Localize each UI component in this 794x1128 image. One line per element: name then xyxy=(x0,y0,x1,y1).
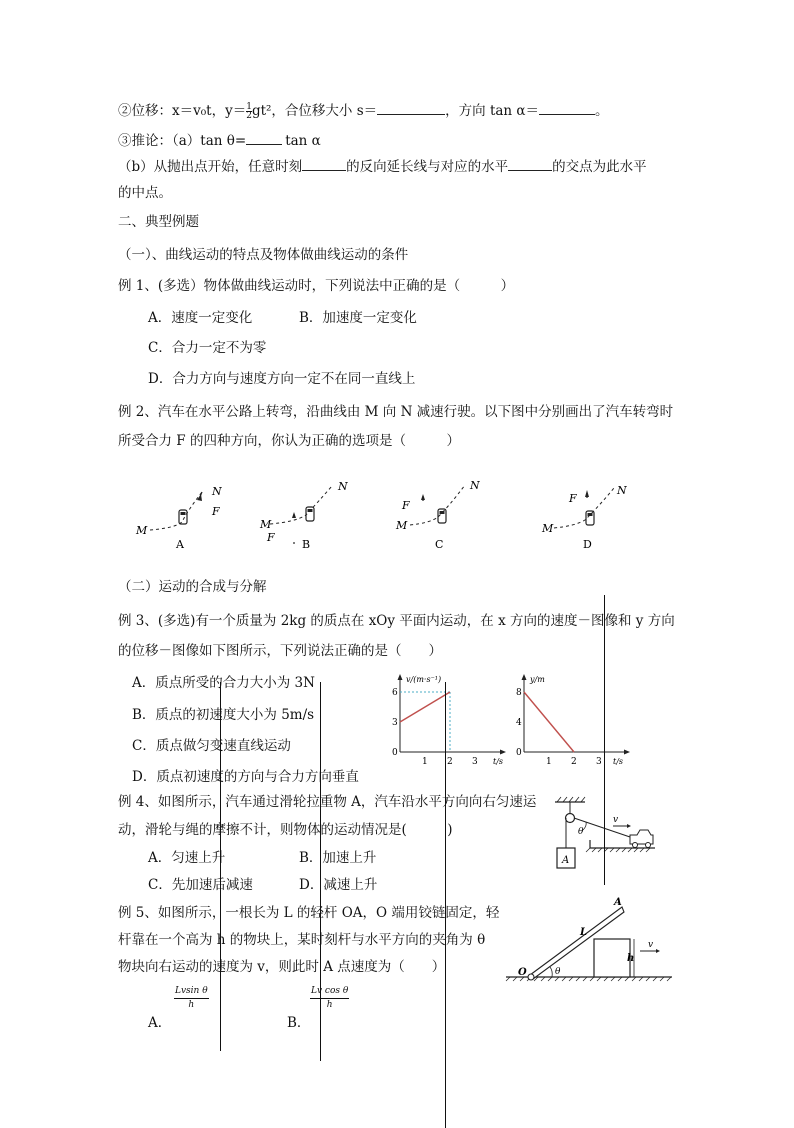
inference-line xyxy=(118,131,321,150)
ex4-stem2: 动，滑轮与绳的摩擦不计，则物体的运动情况是( ) xyxy=(118,822,453,838)
fraction-denominator: h xyxy=(326,1000,333,1010)
fraction-denominator: h xyxy=(188,1000,195,1010)
y-tick-0: 0 xyxy=(392,748,398,758)
theta-label: θ xyxy=(578,827,584,837)
y-tick-4: 4 xyxy=(516,718,522,728)
figure-c[interactable] xyxy=(395,479,480,551)
ex3-option-d[interactable]: D．质点初速度的方向与合力方向垂直 xyxy=(132,769,359,785)
vertical-rule-2 xyxy=(320,682,321,1061)
ex1-option-a[interactable]: A．速度一定变化 xyxy=(148,310,253,326)
inference-b3: 的交点为此水平 xyxy=(552,159,647,175)
ex1-option-c[interactable]: C．合力一定不为零 xyxy=(148,340,267,356)
label-m: M xyxy=(136,524,148,537)
y-tick-0: 0 xyxy=(516,748,522,758)
length-l-label: L xyxy=(580,927,588,938)
x-axis-label: t/s xyxy=(613,757,624,766)
x-tick-2: 2 xyxy=(447,757,453,767)
vertical-rule-1 xyxy=(220,682,221,1051)
displacement-mid: gt²，合位移大小 s＝ xyxy=(251,103,378,119)
ex5-option-a-fraction[interactable] xyxy=(174,985,209,1012)
ex3-option-a[interactable]: A．质点所受的合力大小为 3N xyxy=(132,675,315,691)
rod-block-figure xyxy=(500,895,680,990)
x-tick-1: 1 xyxy=(422,757,428,767)
blank-inference-b1[interactable] xyxy=(302,157,346,171)
ex3-stem2: 的位移－图像如下图所示，下列说法正确的是（ ） xyxy=(118,643,442,659)
point-o-label: O xyxy=(518,967,527,978)
velocity-label: v xyxy=(613,815,619,825)
y-tick-3: 3 xyxy=(392,718,398,728)
inference-b1: （b）从抛出点开始，任意时刻 xyxy=(118,159,303,175)
figure-b[interactable] xyxy=(259,480,348,551)
displacement-series-line xyxy=(524,692,574,752)
ex5-stem3: 物块向右运动的速度为 v，则此时 A 点速度为（ ） xyxy=(118,959,446,975)
label-f: F xyxy=(212,505,220,518)
x-tick-2: 2 xyxy=(571,757,577,767)
section2-title: 二、典型例题 xyxy=(118,214,199,230)
car-icon xyxy=(630,830,653,844)
label-m: M xyxy=(260,518,272,531)
ex3-option-b[interactable]: B．质点的初速度大小为 5m/s xyxy=(132,707,315,723)
ex4-option-d[interactable]: D．减速上升 xyxy=(299,877,378,893)
inference-b-line xyxy=(118,157,647,176)
velocity-time-graph xyxy=(378,672,508,772)
label-f: F xyxy=(267,531,275,544)
x-tick-3: 3 xyxy=(596,757,602,767)
choice-label-b: B xyxy=(302,538,311,551)
blank-inference-a[interactable] xyxy=(246,131,282,145)
x-tick-3: 3 xyxy=(472,757,478,767)
displacement-dir: ，方向 tan α＝ xyxy=(445,103,540,119)
ex1-option-d[interactable]: D．合力方向与速度方向一定不在同一直线上 xyxy=(148,371,416,387)
inference-a: ③推论：（a）tan θ= xyxy=(118,133,247,149)
ex2-stem2: 所受合力 F 的四种方向，你认为正确的选项是（ ） xyxy=(118,433,460,449)
fraction-numerator: Lv cos θ xyxy=(310,985,349,999)
ex5-stem2: 杆靠在一个高为 h 的物块上，某时刻杆与水平方向的夹角为 θ xyxy=(118,932,486,948)
ex4-option-c[interactable]: C．先加速后减速 xyxy=(148,877,253,893)
pulley xyxy=(566,814,575,823)
ex4-stem1: 例 4、如图所示，汽车通过滑轮拉重物 A，汽车沿水平方向向右匀速运 xyxy=(118,794,537,810)
figure-d[interactable] xyxy=(541,484,627,551)
choice-label-c: C xyxy=(435,538,444,551)
displacement-end: 。 xyxy=(595,103,609,119)
velocity-label: v xyxy=(648,940,654,950)
ex1-option-b[interactable]: B．加速度一定变化 xyxy=(299,310,417,326)
label-n: N xyxy=(338,480,348,493)
label-n: N xyxy=(617,484,627,497)
curve-b xyxy=(270,486,332,524)
theta-label: θ xyxy=(555,967,561,977)
inference-tail: tan α xyxy=(285,133,321,149)
displacement-time-graph xyxy=(508,672,633,772)
label-n: N xyxy=(212,485,222,498)
label-m: M xyxy=(542,522,554,535)
half-fraction: $\frac{1}{2}$ xyxy=(246,102,252,121)
figure-a[interactable] xyxy=(135,485,222,551)
label-f: F xyxy=(569,492,577,505)
x-axis-label: t/s xyxy=(493,757,504,766)
block xyxy=(594,939,630,977)
hinge xyxy=(528,974,534,980)
ex5-stem1: 例 5、如图所示，一根长为 L 的轻杆 OA，O 端用铰链固定，轻 xyxy=(118,905,500,921)
guide-lines xyxy=(400,692,450,752)
ex5-option-b-label[interactable]: B． xyxy=(287,1015,311,1031)
ex4-option-b[interactable]: B．加速上升 xyxy=(299,850,377,866)
ex2-stem1: 例 2、汽车在水平公路上转弯，沿曲线由 M 向 N 减速行驶。以下图中分别画出了汽车转弯时 xyxy=(118,404,674,420)
sub1-title: （一）、曲线运动的特点及物体做曲线运动的条件 xyxy=(118,247,409,263)
vertical-rule-4 xyxy=(604,595,605,885)
point-a-label: A xyxy=(614,897,622,908)
blank-s[interactable] xyxy=(377,101,445,115)
ex3-option-c[interactable]: C．质点做匀变速直线运动 xyxy=(132,738,291,754)
inference-b4: 的中点。 xyxy=(118,185,172,201)
displacement-prefix: ②位移：x＝v₀t，y＝ xyxy=(118,103,247,119)
car-turning-figures xyxy=(120,470,680,560)
y-axis-label: v/(m·s⁻¹) xyxy=(406,675,442,684)
ex5-option-b-fraction[interactable] xyxy=(310,985,349,1012)
ex1-stem: 例 1、(多选）物体做曲线运动时，下列说法中正确的是（ ） xyxy=(118,278,515,294)
displacement-line xyxy=(118,101,609,120)
y-tick-8: 8 xyxy=(516,688,522,698)
ex4-option-a[interactable]: A．匀速上升 xyxy=(148,850,226,866)
ex5-option-a-label[interactable]: A． xyxy=(148,1015,172,1031)
height-h-label: h xyxy=(627,953,635,964)
vertical-rule-3 xyxy=(445,682,446,1128)
label-f: F xyxy=(402,499,410,512)
choice-label-d: D xyxy=(583,538,592,551)
choice-label-a: A xyxy=(176,538,184,551)
fraction-numerator: Lvsin θ xyxy=(174,985,209,999)
sub2-title: （二）运动的合成与分解 xyxy=(118,579,267,595)
label-n: N xyxy=(470,479,480,492)
y-axis-label: y/m xyxy=(530,675,545,684)
label-m: M xyxy=(396,519,408,532)
ex3-stem1: 例 3、(多选)有一个质量为 2kg 的质点在 xOy 平面内运动，在 x 方向的速度－图像和 y 方向 xyxy=(118,613,675,629)
x-tick-1: 1 xyxy=(546,757,552,767)
inference-b2: 的反向延长线与对应的水平 xyxy=(346,159,509,175)
block-a-label: A xyxy=(562,855,570,866)
y-tick-6: 6 xyxy=(392,688,398,698)
curve-d xyxy=(554,488,614,528)
curve-a xyxy=(150,492,202,530)
pulley-car-figure xyxy=(545,790,665,885)
blank-tan-alpha[interactable] xyxy=(539,101,595,115)
blank-inference-b2[interactable] xyxy=(508,157,552,171)
velocity-series-line xyxy=(400,692,450,722)
